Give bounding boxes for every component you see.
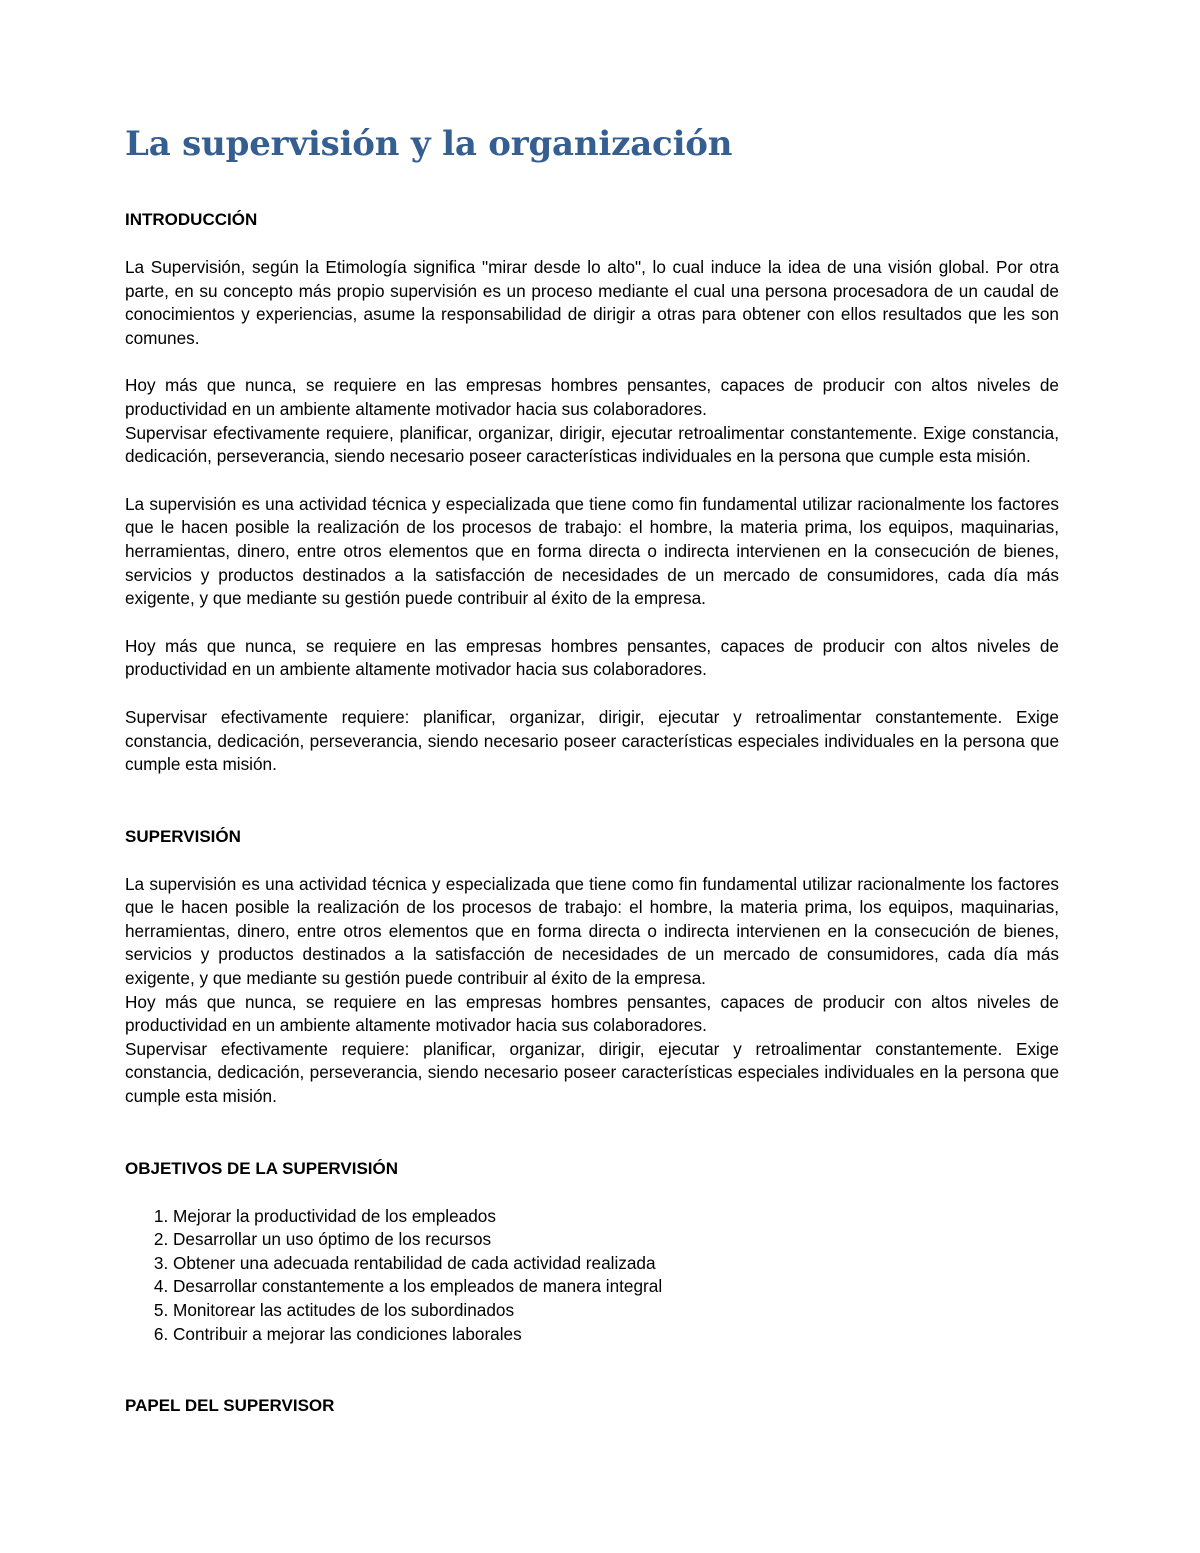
heading-supervision: SUPERVISIÓN <box>125 826 241 846</box>
supervision-paragraph-3: Supervisar efectivamente requiere: planificar, organizar, dirigir, ejecutar y retroalimentar constantemente. Exige constancia, dedicación, perseverancia, siendo necesario poseer características especiales individuales en la persona que cumple esta misión. <box>125 1038 1059 1107</box>
intro-paragraph-4: Hoy más que nunca, se requiere en las empresas hombres pensantes, capaces de producir con altos niveles de productividad en un ambiente altamente motivador hacia sus colaboradores. <box>125 635 1059 680</box>
document-page <box>125 118 1059 1418</box>
list-item: 4. Desarrollar constantemente a los empleados de manera integral <box>173 1275 1059 1299</box>
intro-paragraph-2b: Supervisar efectivamente requiere, planificar, organizar, dirigir, ejecutar retroalimentar constantemente. Exige constancia, dedicación, perseverancia, siendo necesario poseer características individuales en la persona que cumple esta misión. <box>125 422 1059 467</box>
heading-papel-supervisor: PAPEL DEL SUPERVISOR <box>125 1396 335 1416</box>
list-item: 3. Obtener una adecuada rentabilidad de cada actividad realizada <box>173 1252 1059 1276</box>
intro-paragraph-5: Supervisar efectivamente requiere: planificar, organizar, dirigir, ejecutar y retroalimentar constantemente. Exige constancia, dedicación, perseverancia, siendo necesario poseer características especiales individuales en la persona que cumple esta misión. <box>125 706 1059 775</box>
intro-paragraph-2a: Hoy más que nunca, se requiere en las empresas hombres pensantes, capaces de producir con altos niveles de productividad en un ambiente altamente motivador hacia sus colaboradores. <box>125 375 1059 419</box>
heading-objetivos: OBJETIVOS DE LA SUPERVISIÓN <box>125 1158 399 1178</box>
objectives-list <box>125 1205 1059 1347</box>
list-item: 5. Monitorear las actitudes de los subordinados <box>173 1299 1059 1323</box>
supervision-paragraph-2: Hoy más que nunca, se requiere en las empresas hombres pensantes, capaces de producir con altos niveles de productividad en un ambiente altamente motivador hacia sus colaboradores. <box>125 991 1059 1036</box>
list-item: 1. Mejorar la productividad de los empleados <box>173 1205 1059 1229</box>
intro-paragraph-3: La supervisión es una actividad técnica y especializada que tiene como fin fundamental utilizar racionalmente los factores que le hacen posible la realización de los procesos de trabajo: el hombre, la materia prima, los equipos, maquinarias, herramientas, dinero, entre otros elementos que en forma directa o indirecta intervienen en la consecución de bienes, servicios y productos destinados a la satisfacción de necesidades de un mercado de consumidores, cada día más exigente, y que mediante su gestión puede contribuir al éxito de la empresa. <box>125 493 1059 609</box>
list-item: 6. Contribuir a mejorar las condiciones laborales <box>173 1323 1059 1347</box>
intro-paragraph-1: La Supervisión, según la Etimología significa "mirar desde lo alto", lo cual induce la idea de una visión global. Por otra parte, en su concepto más propio supervisión es un proceso mediante el cual una persona procesadora de un caudal de conocimientos y experiencias, asume la responsabilidad de dirigir a otras para obtener con ellos resultados que les son comunes. <box>125 257 1059 348</box>
heading-introduccion: INTRODUCCIÓN <box>125 210 258 229</box>
list-item: 2. Desarrollar un uso óptimo de los recursos <box>173 1228 1059 1252</box>
supervision-paragraph-1: La supervisión es una actividad técnica y especializada que tiene como fin fundamental utilizar racionalmente los factores que le hacen posible la realización de los procesos de trabajo: el hombre, la materia prima, los equipos, maquinarias, herramientas, dinero, entre otros elementos que en forma directa o indirecta intervienen en la consecución de bienes, servicios y productos destinados a la satisfacción de necesidades de un mercado de consumidores, cada día más exigente, y que mediante su gestión puede contribuir al éxito de la empresa. <box>125 873 1059 989</box>
document-title: La supervisión y la organización <box>125 124 733 164</box>
